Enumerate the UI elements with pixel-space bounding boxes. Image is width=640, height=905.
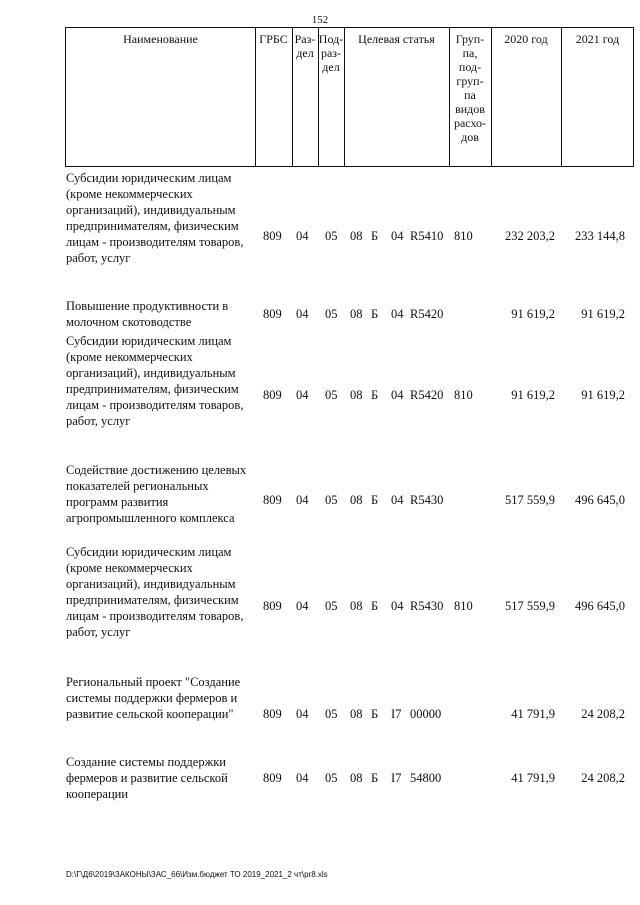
row-2020: 517 559,9 [505,599,555,613]
row-cs-direction: R5420 [410,388,444,402]
row-podrazdel: 05 [325,229,338,243]
row-2020: 41 791,9 [511,771,555,785]
row-grbs: 809 [263,707,282,721]
row-cs-direction: R5430 [410,599,444,613]
row-cs-program: 08 [350,307,363,321]
header-2021: 2021 год [575,32,620,46]
row-2020: 232 203,2 [505,229,555,243]
row-cs-event: I7 [391,771,402,785]
row-cs-event: 04 [391,307,404,321]
row-podrazdel: 05 [325,388,338,402]
row-cs-direction: 54800 [410,771,442,785]
row-razdel: 04 [296,599,309,613]
row-name: Субсидии юридическим лицам (кроме некоммерческих организаций), индивидуальным предпринимателям, физическим лицам - производителям товаров, работ, услуг [66,171,244,265]
row-cs-subprogram: Б [371,771,379,785]
row-cs-subprogram: Б [371,307,379,321]
row-podrazdel: 05 [325,707,338,721]
row-2021: 496 645,0 [575,493,625,507]
row-podrazdel: 05 [325,599,338,613]
row-2021: 24 208,2 [581,771,625,785]
row-grbs: 809 [263,493,282,507]
row-vid-rashodov: 810 [454,229,473,243]
row-razdel: 04 [296,307,309,321]
row-2021: 496 645,0 [575,599,625,613]
row-cs-program: 08 [350,707,363,721]
row-vid-rashodov: 810 [454,388,473,402]
row-name: Субсидии юридическим лицам (кроме некоммерческих организаций), индивидуальным предпринимателям, физическим лицам - производителям товаров, работ, услуг [66,545,244,639]
row-name: Повышение продуктивности в молочном скотоводстве [66,299,229,329]
row-grbs: 809 [263,388,282,402]
row-cs-program: 08 [350,771,363,785]
row-grbs: 809 [263,229,282,243]
row-cs-event: 04 [391,229,404,243]
header-podrazdel: Под- раз- дел [318,32,344,74]
row-cs-subprogram: Б [371,493,379,507]
row-cs-program: 08 [350,229,363,243]
row-2021: 233 144,8 [575,229,625,243]
row-cs-subprogram: Б [371,707,379,721]
row-razdel: 04 [296,388,309,402]
file-path-footer: D:\Г\Д6\2019\ЗАКОНЫ\ЗАС_66\Изм.бюджет ТО 2019_2021_2 чт\pr8.xls [66,870,328,879]
row-2020: 517 559,9 [505,493,555,507]
row-cs-subprogram: Б [371,388,379,402]
row-cs-event: 04 [391,599,404,613]
row-cs-subprogram: Б [371,229,379,243]
row-podrazdel: 05 [325,493,338,507]
row-cs-program: 08 [350,493,363,507]
row-grbs: 809 [263,771,282,785]
page-number: 152 [311,14,329,26]
row-cs-program: 08 [350,599,363,613]
row-razdel: 04 [296,493,309,507]
row-cs-direction: R5410 [410,229,444,243]
row-2020: 91 619,2 [511,307,555,321]
row-cs-program: 08 [350,388,363,402]
row-grbs: 809 [263,599,282,613]
row-grbs: 809 [263,307,282,321]
row-name: Региональный проект "Создание системы поддержки фермеров и развитие сельской кооперации" [66,675,241,721]
row-vid-rashodov: 810 [454,599,473,613]
row-2020: 41 791,9 [511,707,555,721]
row-2021: 24 208,2 [581,707,625,721]
row-name: Содействие достижению целевых показателей региональных программ развития агропромышленного комплекса [66,463,247,525]
row-podrazdel: 05 [325,307,338,321]
row-razdel: 04 [296,229,309,243]
header-2020: 2020 год [504,32,548,46]
header-razdel: Раз- дел [294,32,316,60]
row-cs-direction: R5430 [410,493,444,507]
row-2020: 91 619,2 [511,388,555,402]
row-2021: 91 619,2 [581,307,625,321]
row-cs-subprogram: Б [371,599,379,613]
row-cs-event: 04 [391,493,404,507]
row-razdel: 04 [296,771,309,785]
header-grbs: ГРБС [259,32,288,46]
table-header [65,27,634,167]
header-name: Наименование [123,32,198,46]
row-cs-direction: R5420 [410,307,444,321]
header-celevaya-statya: Целевая статья [358,32,435,46]
row-cs-event: 04 [391,388,404,402]
row-razdel: 04 [296,707,309,721]
header-gruppa-vidov: Груп- па, под- груп- па видов расхо- дов [453,32,487,144]
row-2021: 91 619,2 [581,388,625,402]
row-name: Субсидии юридическим лицам (кроме некоммерческих организаций), индивидуальным предпринимателям, физическим лицам - производителям товаров, работ, услуг [66,334,244,428]
row-cs-direction: 00000 [410,707,442,721]
row-name: Создание системы поддержки фермеров и развитие сельской кооперации [66,755,228,801]
row-podrazdel: 05 [325,771,338,785]
row-cs-event: I7 [391,707,402,721]
